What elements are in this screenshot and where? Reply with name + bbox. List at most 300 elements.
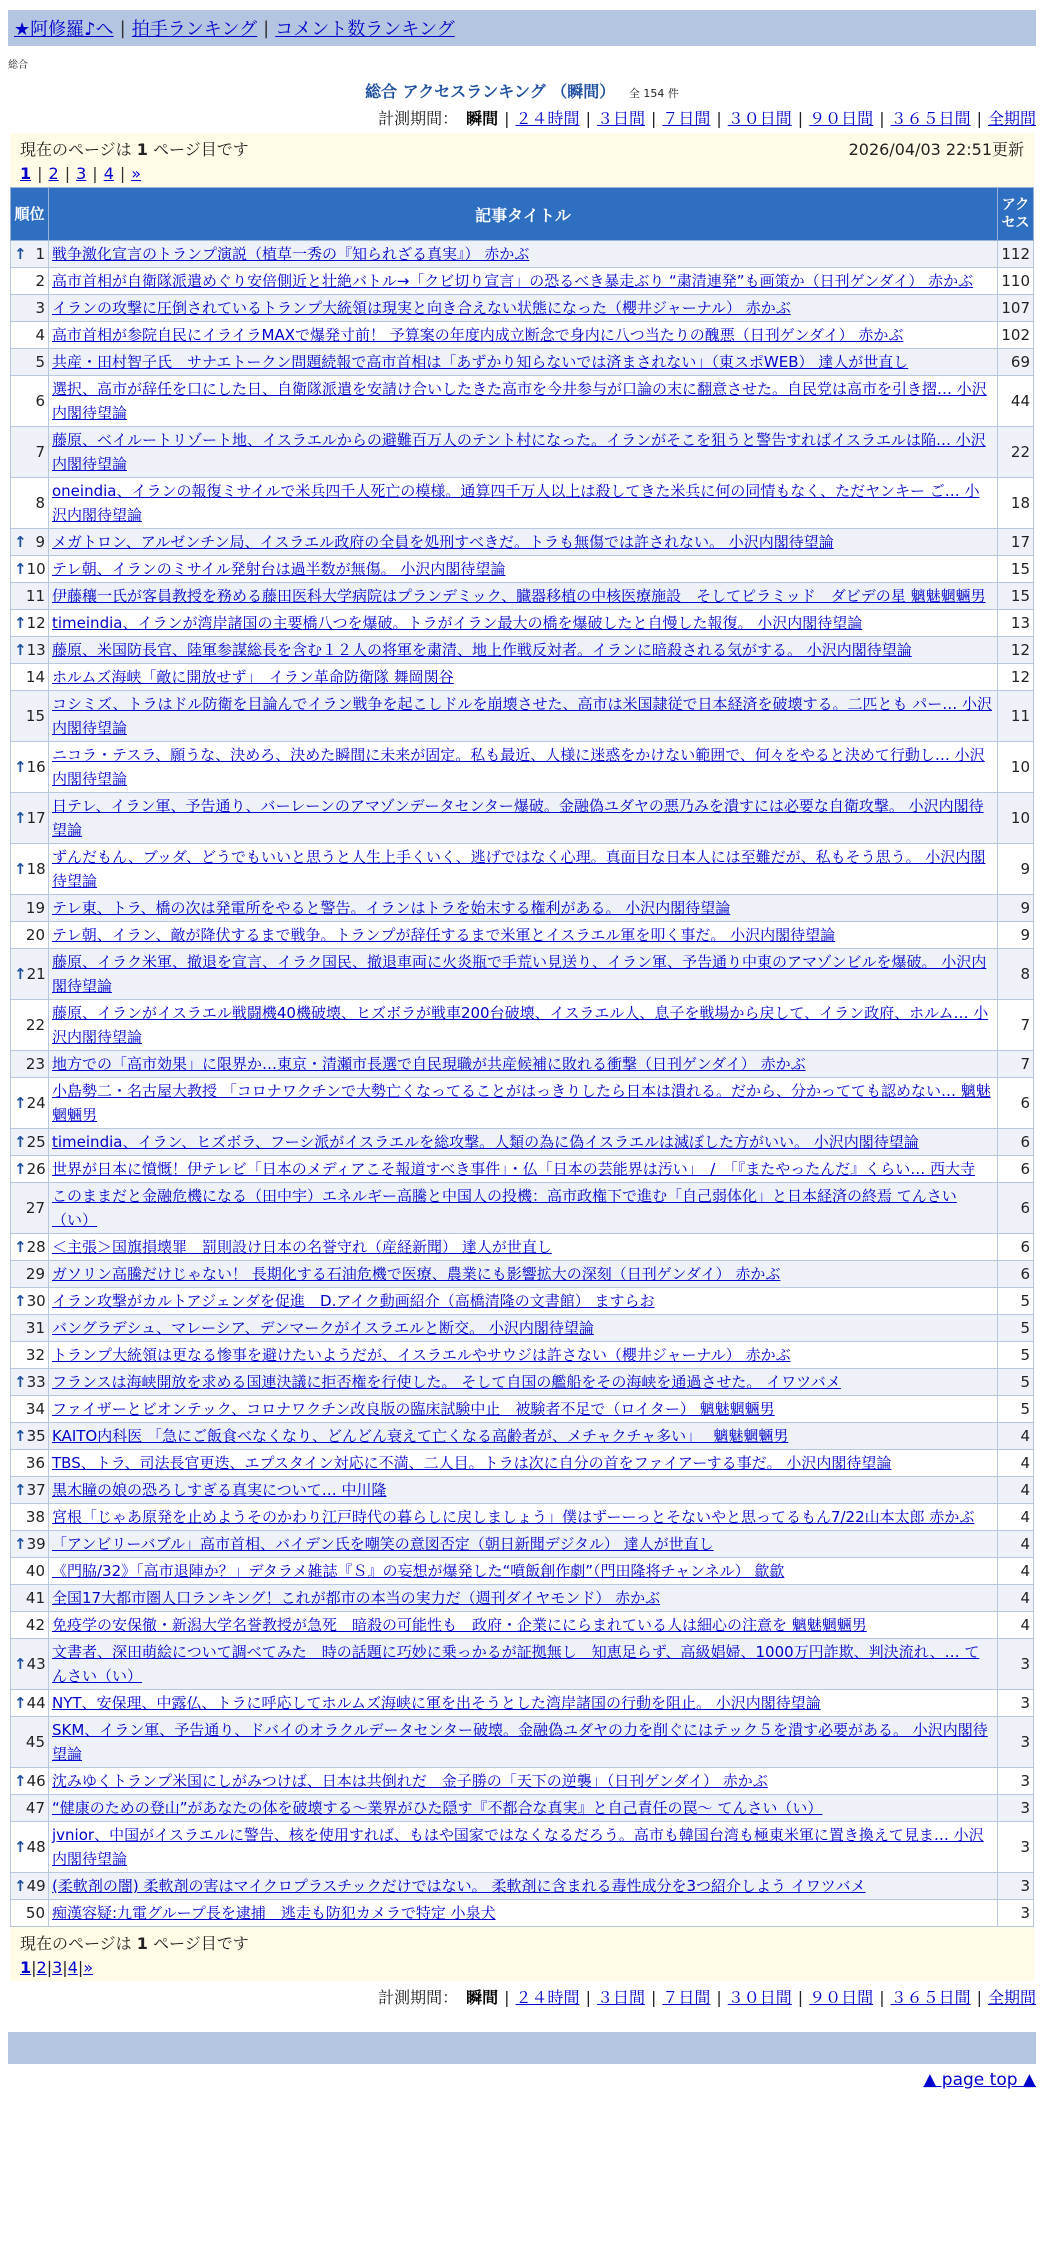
article-link[interactable]: 伊藤穰一氏が客員教授を務める藤田医科大学病院はプランデミック、臓器移植の中核医療施設 そしてピラミッド ダビデの星 魑魅魍魎男 — [52, 587, 986, 605]
access-count: 44 — [998, 376, 1034, 427]
rank-up-arrow-icon: ↑ — [14, 1292, 27, 1310]
rank-up-arrow-icon: ↑ — [14, 965, 27, 983]
pager-top — [10, 133, 1034, 187]
article-link[interactable]: timeindia、イランが湾岸諸国の主要橋八つを爆破。トラがイラン最大の橋を爆破したと自慢した報復。 小沢内閣待望論 — [52, 614, 863, 632]
rank-cell — [11, 793, 49, 844]
page-separator: | — [77, 1958, 84, 1977]
rank-number: 39 — [26, 1535, 46, 1553]
table-row — [11, 1717, 1034, 1768]
rank-up-arrow-icon: ↑ — [14, 560, 27, 578]
table-row — [11, 1900, 1034, 1927]
access-count: 6 — [998, 1183, 1034, 1234]
period-separator: | — [879, 1988, 885, 2007]
title-cell — [49, 1585, 998, 1612]
access-count: 3 — [998, 1768, 1034, 1795]
rank-up-arrow-icon: ↑ — [14, 1655, 27, 1673]
rank-up-arrow-icon: ↑ — [14, 1094, 27, 1112]
rank-up-arrow-icon: ↑ — [14, 1535, 27, 1553]
page-separator: | — [64, 164, 71, 183]
title-cell — [49, 1558, 998, 1585]
title-cell — [49, 922, 998, 949]
period-option[interactable]: ９０日間 — [809, 1988, 874, 2007]
rank-cell — [11, 1156, 49, 1183]
article-link[interactable]: 文書者、深田萌絵について調べてみた 時の話題に巧妙に乗っかるが証拠無し 知恵足らず、高級娼婦、1000万円詐欺、判決流れ、… てんさい（い） — [52, 1643, 980, 1685]
access-count: 22 — [998, 427, 1034, 478]
access-count: 10 — [998, 742, 1034, 793]
period-separator: | — [797, 1988, 804, 2007]
access-count: 12 — [998, 664, 1034, 691]
rank-number: 46 — [26, 1772, 46, 1790]
rank-cell — [11, 922, 49, 949]
access-count: 12 — [998, 637, 1034, 664]
title-cell — [49, 529, 998, 556]
rank-cell — [11, 529, 49, 556]
title-cell — [49, 844, 998, 895]
rank-number: 35 — [26, 1427, 46, 1445]
rank-number: 25 — [26, 1133, 46, 1151]
article-link[interactable]: 痴漢容疑:九電グループ長を逮捕 逃走も防犯カメラで特定 小泉犬 — [52, 1904, 496, 1922]
rank-number: 21 — [26, 965, 46, 983]
rank-number: 13 — [26, 641, 46, 659]
rank-number: 3 — [35, 299, 45, 317]
rank-number: 6 — [35, 392, 45, 410]
article-link[interactable]: 「アンビリーバブル」高市首相、バイデン氏を嘲笑の意図否定（朝日新聞デジタル） 達人が世直し — [52, 1535, 714, 1553]
next-page-link[interactable]: » — [131, 164, 142, 183]
title-cell — [49, 895, 998, 922]
rank-cell — [11, 1288, 49, 1315]
table-row — [11, 1531, 1034, 1558]
table-row — [11, 1051, 1034, 1078]
article-link[interactable]: ガソリン高騰だけじゃない！ 長期化する石油危機で医療、農業にも影響拡大の深刻（日刊ゲンダイ） 赤かぶ — [52, 1265, 781, 1283]
title-cell — [49, 1078, 998, 1129]
table-row — [11, 1183, 1034, 1234]
table-row — [11, 1690, 1034, 1717]
rank-number: 22 — [25, 1016, 45, 1034]
page-separator: | — [92, 164, 98, 183]
table-row — [11, 322, 1034, 349]
period-selector-bottom — [0, 1985, 1036, 2008]
period-option[interactable]: ３日間 — [596, 109, 645, 128]
rank-number: 26 — [26, 1160, 46, 1178]
rank-cell — [11, 1000, 49, 1051]
period-option[interactable]: ２４時間 — [515, 109, 580, 128]
article-link[interactable]: テレ朝、イランのミサイル発射台は過半数が無傷。 小沢内閣待望論 — [52, 560, 506, 578]
table-row — [11, 241, 1034, 268]
title-cell — [49, 583, 998, 610]
article-link[interactable]: コシミズ、トラはドル防衛を目論んでイラン戦争を起こしドルを崩壊させた、高市は米国隷従で日本経済を破壊する。二匹とも パー… 小沢内閣待望論 — [52, 695, 992, 737]
page-link[interactable]: 1 — [20, 1958, 32, 1977]
table-row — [11, 583, 1034, 610]
page-separator: | — [119, 164, 126, 183]
title-cell — [49, 1450, 998, 1477]
nav-link-applause-ranking[interactable]: 拍手ランキング — [131, 19, 258, 40]
article-link[interactable]: “健康のための登山”があなたの体を破壊する〜業界がひた隠す『不都合な真実』と自己責任の罠〜 てんさい（い） — [52, 1799, 823, 1817]
page-separator: | — [31, 1958, 37, 1977]
rank-up-arrow-icon: ↑ — [14, 1694, 27, 1712]
rank-number: 1 — [35, 245, 45, 263]
table-row — [11, 1288, 1034, 1315]
title-cell — [49, 1342, 998, 1369]
current-page-prefix: 現在のページは — [20, 140, 137, 159]
rank-cell — [11, 1639, 49, 1690]
period-option[interactable]: ３６５日間 — [890, 1988, 971, 2007]
access-count: 18 — [998, 478, 1034, 529]
table-row — [11, 742, 1034, 793]
page-links — [20, 164, 1024, 183]
article-link[interactable]: テレ東、トラ、橋の次は発電所をやると警告。イランはトラを始末する権利がある。 小沢内閣待望論 — [52, 899, 731, 917]
period-separator: | — [976, 109, 982, 128]
access-count: 13 — [998, 610, 1034, 637]
article-link[interactable]: 沈みゆくトランプ米国にしがみつけば、日本は共倒れだ 金子勝の「天下の逆襲」（日刊ゲンダイ） 赤かぶ — [52, 1772, 768, 1790]
period-option[interactable]: ３６５日間 — [890, 109, 971, 128]
article-link[interactable]: jvnior、中国がイスラエルに警告、核を使用すれば、もはや国家ではなくなるだろう。高市も韓国台湾も極東米軍に置き換えて見ま… 小沢内閣待望論 — [52, 1826, 984, 1868]
article-link[interactable]: イラン攻撃がカルトアジェンダを促進 D.アイク動画紹介（高橋清隆の文書館） ますらお — [52, 1292, 655, 1310]
title-cell — [49, 268, 998, 295]
rank-cell — [11, 1396, 49, 1423]
article-link[interactable]: トランプ大統領は更なる惨事を避けたいようだが、イスラエルやサウジは許さない（櫻井ジャーナル） 赤かぶ — [52, 1346, 791, 1364]
rank-up-arrow-icon: ↑ — [14, 1133, 27, 1151]
table-row — [11, 1639, 1034, 1690]
rank-cell — [11, 1531, 49, 1558]
rank-cell — [11, 1585, 49, 1612]
title-cell — [49, 1396, 998, 1423]
table-row — [11, 922, 1034, 949]
article-link[interactable]: フランスは海峡開放を求める国連決議に拒否権を行使した。 そして自国の艦船をその海峡を通過させた。 イワツバメ — [52, 1373, 841, 1391]
period-option[interactable]: ７日間 — [662, 109, 711, 128]
rank-cell — [11, 349, 49, 376]
table-row — [11, 691, 1034, 742]
rank-up-arrow-icon: ↑ — [14, 1160, 27, 1178]
period-separator: | — [585, 109, 591, 128]
period-option[interactable]: ３０日間 — [727, 1988, 792, 2007]
rank-up-arrow-icon: ↑ — [14, 1373, 27, 1391]
period-option[interactable]: ２４時間 — [515, 1988, 580, 2007]
rank-cell — [11, 1051, 49, 1078]
article-link[interactable]: 免疫学の安保徹・新潟大学名誉教授が急死 暗殺の可能性も 政府・企業ににらまれている人は細心の注意を 魑魅魍魎男 — [52, 1616, 867, 1634]
article-link[interactable]: KAITO内科医 「急にご飯食べなくなり、どんどん衰えて亡くなる高齢者が、メチャクチャ多い」 魑魅魍魎男 — [52, 1427, 789, 1445]
table-header-row — [11, 188, 1034, 241]
article-link[interactable]: 日テレ、イラン軍、予告通り、バーレーンのアマゾンデータセンター爆破。金融偽ユダヤの悪乃みを潰すには必要な自衛攻撃。 小沢内閣待望論 — [52, 797, 984, 839]
table-row — [11, 1450, 1034, 1477]
rank-cell — [11, 949, 49, 1000]
title-cell — [49, 1504, 998, 1531]
rank-cell — [11, 268, 49, 295]
article-link[interactable]: テレ朝、イラン、敵が降伏するまで戦争。トランプが辞任するまで米軍とイスラエル軍を叩く事だ。 小沢内閣待望論 — [52, 926, 836, 944]
rank-number: 15 — [25, 707, 45, 725]
table-row — [11, 1234, 1034, 1261]
access-count: 5 — [998, 1396, 1034, 1423]
title-cell — [49, 1477, 998, 1504]
rank-cell — [11, 610, 49, 637]
period-option[interactable]: 全期間 — [987, 1988, 1036, 2007]
nav-link-ashura[interactable]: ★阿修羅♪へ — [14, 19, 114, 40]
article-link[interactable]: ＜主張＞国旗損壊罪 罰則設け日本の名誉守れ（産経新聞） 達人が世直し — [52, 1238, 552, 1256]
article-link[interactable]: ファイザーとビオンテック、コロナワクチン改良版の臨床試験中止 被験者不足で（ロイター） 魑魅魍魎男 — [52, 1400, 775, 1418]
title-cell — [49, 1234, 998, 1261]
nav-link-comment-ranking[interactable]: コメント数ランキング — [275, 19, 455, 40]
rank-number: 33 — [26, 1373, 46, 1391]
access-count: 69 — [998, 349, 1034, 376]
rank-cell — [11, 1423, 49, 1450]
table-row — [11, 1000, 1034, 1051]
article-link[interactable]: イランの攻撃に圧倒されているトランプ大統領は現実と向き合えない状態になった（櫻井ジャーナル） 赤かぶ — [52, 299, 791, 317]
title-cell — [49, 1900, 998, 1927]
access-count: 107 — [998, 295, 1034, 322]
access-count: 6 — [998, 1156, 1034, 1183]
title-cell — [49, 349, 998, 376]
rank-number: 40 — [25, 1562, 45, 1580]
table-row — [11, 478, 1034, 529]
title-cell — [49, 637, 998, 664]
table-row — [11, 1873, 1034, 1900]
rank-cell — [11, 478, 49, 529]
rank-cell — [11, 1450, 49, 1477]
rank-number: 23 — [25, 1055, 45, 1073]
current-page-prefix: 現在のページは — [20, 1934, 137, 1953]
article-link[interactable]: oneindia、イランの報復ミサイルで米兵四千人死亡の模様。通算四千万人以上は殺してきた米兵に何の同情もなく、ただヤンキー ご… 小沢内閣待望論 — [52, 482, 980, 524]
page-link[interactable]: 2 — [36, 1958, 47, 1977]
access-count: 6 — [998, 1234, 1034, 1261]
rank-cell — [11, 1078, 49, 1129]
access-count: 11 — [998, 691, 1034, 742]
period-option[interactable]: 全期間 — [987, 109, 1036, 128]
article-link[interactable]: 黒木瞳の娘の恐ろしすぎる真実について… 中川隆 — [52, 1481, 387, 1499]
next-page-link[interactable]: » — [83, 1958, 94, 1977]
rank-number: 47 — [25, 1799, 45, 1817]
title-cell — [49, 241, 998, 268]
period-selector — [0, 106, 1036, 129]
table-row — [11, 268, 1034, 295]
title-cell — [49, 1288, 998, 1315]
access-count: 4 — [998, 1423, 1034, 1450]
table-row — [11, 610, 1034, 637]
rank-cell — [11, 583, 49, 610]
article-link[interactable]: TBS、トラ、司法長官更迭、エプスタイン対応に不満、二人目。トラは次に自分の首をファイアーする事だ。 小沢内閣待望論 — [52, 1454, 892, 1472]
article-link[interactable]: 地方での「高市効果」に限界か…東京・清瀬市長選で自民現職が共産候補に敗れる衝撃（日刊ゲンダイ） 赤かぶ — [52, 1055, 806, 1073]
title-cell — [49, 1531, 998, 1558]
article-link[interactable]: ずんだもん、ブッダ、どうでもいいと思うと人生上手くいく、逃げではなく心理。真面目な日本人には至難だが、私もそう思う。 小沢内閣待望論 — [52, 848, 986, 890]
rank-cell — [11, 1183, 49, 1234]
article-link[interactable]: 藤原、イラク米軍、撤退を宣言、イラク国民、撤退車両に火炎瓶で手荒い見送り、イラン軍、予告通り中東のアマゾンビルを爆破。 小沢内閣待望論 — [52, 953, 987, 995]
article-link[interactable]: ホルムズ海峡「敵に開放せず」 イラン革命防衛隊 舞岡関谷 — [52, 668, 454, 686]
access-count: 15 — [998, 583, 1034, 610]
article-link[interactable]: 藤原、ベイルートリゾート地、イスラエルからの避難百万人のテント村になった。イランがそこを狙うと警告すればイスラエルは陥… 小沢内閣待望論 — [52, 431, 986, 473]
page-link[interactable]: 1 — [20, 164, 32, 183]
access-count: 4 — [998, 1504, 1034, 1531]
rank-up-arrow-icon: ↑ — [14, 1238, 27, 1256]
rank-number: 43 — [26, 1655, 46, 1673]
title-cell — [49, 295, 998, 322]
rank-cell — [11, 1717, 49, 1768]
article-link[interactable]: NYT、安保理、中露仏、トラに呼応してホルムズ海峡に軍を出そうとした湾岸諸国の行動を阻止。 小沢内閣待望論 — [52, 1694, 821, 1712]
article-link[interactable]: 小島勢二・名古屋大教授 「コロナワクチンで大勢亡くなってることがはっきりしたら日本は潰れる。だから、分かってても認めない… 魑魅魍魎男 — [52, 1082, 991, 1124]
rank-up-arrow-icon: ↑ — [14, 1427, 27, 1445]
article-link[interactable]: 世界が日本に憤慨！伊テレビ「日本のメディアこそ報道すべき事件」・仏「日本の芸能界は汚い」 / 「『またやったんだ』くらい… 西大寺 — [52, 1160, 976, 1178]
rank-number: 29 — [25, 1265, 45, 1283]
title-cell — [49, 610, 998, 637]
column-header-rank: 順位 — [11, 188, 49, 241]
title-cell — [49, 427, 998, 478]
rank-number: 19 — [25, 899, 45, 917]
article-link[interactable]: (柔軟剤の闇) 柔軟剤の害はマイクロプラスチックだけではない。 柔軟剤に含まれる毒性成分を3つ紹介しよう イワツバメ — [52, 1877, 866, 1895]
table-row — [11, 637, 1034, 664]
current-page-text — [20, 137, 249, 160]
page-link[interactable]: 2 — [48, 164, 59, 183]
title-cell — [49, 664, 998, 691]
table-row — [11, 1477, 1034, 1504]
title-cell — [49, 1261, 998, 1288]
rank-number: 44 — [26, 1694, 46, 1712]
period-option[interactable]: ９０日間 — [809, 109, 874, 128]
article-link[interactable]: 高市首相が自衛隊派遣めぐり安倍側近と壮絶バトル→「クビ切り宣言」の恐るべき暴走ぶり “粛清連発”も画策か（日刊ゲンダイ） 赤かぶ — [52, 272, 974, 290]
table-row — [11, 949, 1034, 1000]
access-count: 5 — [998, 1342, 1034, 1369]
access-count: 9 — [998, 844, 1034, 895]
access-count: 4 — [998, 1450, 1034, 1477]
page-link[interactable]: 4 — [103, 164, 114, 183]
access-count: 110 — [998, 268, 1034, 295]
table-row — [11, 1585, 1034, 1612]
pager-bottom — [10, 1927, 1034, 1981]
article-link[interactable]: 高市首相が参院自民にイライラMAXで爆発寸前！ 予算案の年度内成立断念で身内に八つ当たりの醜悪（日刊ゲンダイ） 赤かぶ — [52, 326, 904, 344]
access-count: 112 — [998, 241, 1034, 268]
title-cell — [49, 322, 998, 349]
rank-number: 37 — [26, 1481, 46, 1499]
title-cell — [49, 1795, 998, 1822]
rank-cell — [11, 1900, 49, 1927]
rank-number: 16 — [26, 758, 46, 776]
rank-number: 38 — [25, 1508, 45, 1526]
rank-number: 14 — [25, 668, 45, 686]
table-row — [11, 1369, 1034, 1396]
article-link[interactable]: 選択、高市が辞任を口にした日、自衛隊派遣を安請け合いしたきた高市を今井参与が口論の末に翻意させた。自民党は高市を引き摺… 小沢内閣待望論 — [52, 380, 987, 422]
period-option[interactable]: ３日間 — [596, 1988, 645, 2007]
article-link[interactable]: このままだと金融危機になる（田中宇）エネルギー高騰と中国人の投機：高市政権下で進む「自己弱体化」と日本経済の終焉 てんさい（い） — [52, 1187, 957, 1229]
rank-up-arrow-icon: ↑ — [14, 1481, 27, 1499]
article-link[interactable]: 《門脇/32》「高市退陣か？」デタラメ雑誌『Ｓ』の妄想が爆発した“噴飯創作劇”（門田隆将チャンネル） 歙歙 — [52, 1562, 785, 1580]
rank-cell — [11, 664, 49, 691]
rank-number: 34 — [25, 1400, 45, 1418]
period-separator: | — [585, 1988, 591, 2007]
rank-cell — [11, 1234, 49, 1261]
title-cell — [49, 742, 998, 793]
rank-cell — [11, 1369, 49, 1396]
table-row — [11, 1396, 1034, 1423]
rank-cell — [11, 1558, 49, 1585]
rank-number: 11 — [25, 587, 45, 605]
rank-up-arrow-icon: ↑ — [14, 809, 27, 827]
rank-number: 7 — [35, 443, 45, 461]
rank-cell — [11, 1315, 49, 1342]
page-title-text: 総合 アクセスランキング （瞬間） — [365, 82, 616, 101]
rank-cell — [11, 295, 49, 322]
rank-number: 27 — [25, 1199, 45, 1217]
rank-cell — [11, 556, 49, 583]
page-top-link-wrap — [0, 2070, 1036, 2090]
rank-number: 49 — [26, 1877, 46, 1895]
small-title: 総合 — [8, 60, 28, 71]
rank-up-arrow-icon: ↑ — [14, 1838, 27, 1856]
article-link[interactable]: バングラデシュ、マレーシア、デンマークがイスラエルと断交。 小沢内閣待望論 — [52, 1319, 594, 1337]
column-header-title: 記事タイトル — [49, 188, 998, 241]
rank-number: 18 — [26, 860, 46, 878]
title-cell — [49, 1690, 998, 1717]
rank-cell — [11, 637, 49, 664]
page-top-link[interactable]: ▲ page top ▲ — [923, 2070, 1036, 2090]
rank-number: 50 — [25, 1904, 45, 1922]
rank-up-arrow-icon: ↑ — [14, 245, 27, 263]
table-row — [11, 1558, 1034, 1585]
period-option[interactable]: ３０日間 — [727, 109, 792, 128]
rank-cell — [11, 844, 49, 895]
updated-timestamp: 2026/04/03 22:51更新 — [848, 140, 1024, 159]
article-link[interactable]: 全国17大都市圏人口ランキング！これが都市の本当の実力だ（週刊ダイヤモンド） 赤かぶ — [52, 1589, 661, 1607]
title-cell — [49, 1000, 998, 1051]
rank-cell — [11, 1873, 49, 1900]
page-separator: | — [37, 164, 43, 183]
page-link[interactable]: 3 — [76, 164, 87, 183]
rank-number: 8 — [35, 494, 45, 512]
article-link[interactable]: ニコラ・テスラ、願うな、決めろ、決めた瞬間に未来が固定。私も最近、人様に迷惑をかけない範囲で、何々をやると決めて行動し… 小沢内閣待望論 — [52, 746, 985, 788]
article-link[interactable]: メガトロン、アルゼンチン局、イスラエル政府の全員を処刑すべきだ。トラも無傷では許されない。 小沢内閣待望論 — [52, 533, 834, 551]
access-count: 3 — [998, 1795, 1034, 1822]
article-link[interactable]: SKM、イラン軍、予告通り、ドバイのオラクルデータセンター破壊。金融偽ユダヤの力を削ぐにはテック５を潰す必要がある。 小沢内閣待望論 — [52, 1721, 988, 1763]
article-link[interactable]: 藤原、イランがイスラエル戦闘機40機破壊、ヒズボラが戦車200台破壊、イスラエル人、息子を戦場から戻して、イラン政府、ホルム… 小沢内閣待望論 — [52, 1004, 989, 1046]
table-row — [11, 349, 1034, 376]
article-link[interactable]: 共産・田村智子氏 サナエトークン問題続報で高市首相は「あずかり知らないでは済まされない」（東スポWEB） 達人が世直し — [52, 353, 909, 371]
title-cell — [49, 376, 998, 427]
table-row — [11, 1315, 1034, 1342]
table-row — [11, 1342, 1034, 1369]
article-link[interactable]: 藤原、米国防長官、陸軍参謀総長を含む１２人の将軍を粛清、地上作戦反対者。イランに暗殺される気がする。 小沢内閣待望論 — [52, 641, 912, 659]
page-title — [0, 79, 1044, 102]
table-row — [11, 1504, 1034, 1531]
page-link[interactable]: 4 — [67, 1958, 78, 1977]
rank-cell — [11, 376, 49, 427]
period-option[interactable]: ７日間 — [662, 1988, 711, 2007]
table-row — [11, 793, 1034, 844]
title-cell — [49, 949, 998, 1000]
rank-up-arrow-icon: ↑ — [14, 1877, 27, 1895]
title-cell — [49, 1612, 998, 1639]
rank-number: 36 — [25, 1454, 45, 1472]
rank-number: 30 — [26, 1292, 46, 1310]
article-link[interactable]: 戦争激化宣言のトランプ演説（植草一秀の『知られざる真実』） 赤かぶ — [52, 245, 530, 263]
access-count: 6 — [998, 1129, 1034, 1156]
access-count: 3 — [998, 1717, 1034, 1768]
rank-number: 2 — [35, 272, 45, 290]
page-link[interactable]: 3 — [52, 1958, 63, 1977]
rank-number: 45 — [25, 1733, 45, 1751]
rank-cell — [11, 1504, 49, 1531]
article-link[interactable]: timeindia、イラン、ヒズボラ、フーシ派がイスラエルを総攻撃。人類の為に偽イスラエルは滅ぼした方がいい。 小沢内閣待望論 — [52, 1133, 919, 1151]
access-count: 102 — [998, 322, 1034, 349]
nav-separator: | — [263, 17, 270, 39]
rank-cell — [11, 742, 49, 793]
page-separator: | — [46, 1958, 53, 1977]
article-link[interactable]: 宮根「じゃあ原発を止めようそのかわり江戸時代の暮らしに戻しましょう」僕はずーーっとそないやと思ってるもん7/22山本太郎 赤かぶ — [52, 1508, 975, 1526]
rank-up-arrow-icon: ↑ — [14, 614, 27, 632]
access-count: 6 — [998, 1261, 1034, 1288]
access-count: 15 — [998, 556, 1034, 583]
page-links — [20, 1958, 1024, 1977]
access-count: 9 — [998, 922, 1034, 949]
rank-number: 10 — [26, 560, 46, 578]
access-count: 9 — [998, 895, 1034, 922]
table-row — [11, 1822, 1034, 1873]
table-row — [11, 376, 1034, 427]
access-count: 3 — [998, 1690, 1034, 1717]
